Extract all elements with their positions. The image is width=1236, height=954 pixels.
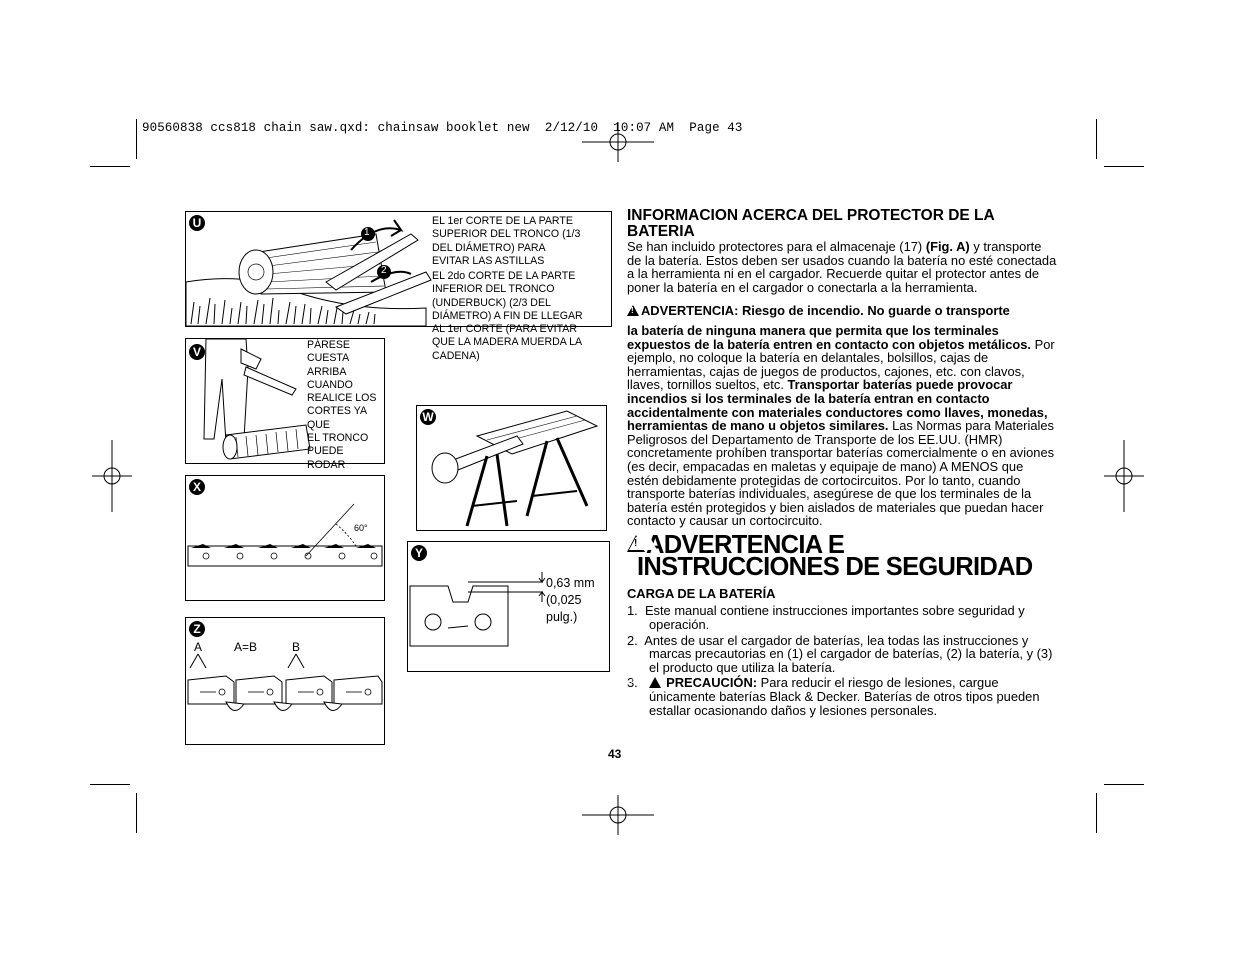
chain-angle-illustration bbox=[186, 476, 384, 600]
list-item: 2. Antes de usar el cargador de baterías, lea todas las instrucciones y marcas precautorias en (1) el cargador de baterías, (2) la batería, y (3) el producto que utiliza la batería. bbox=[627, 632, 1053, 675]
right-column bbox=[627, 208, 1057, 717]
registration-mark-icon bbox=[580, 120, 656, 164]
warning-paragraph: la batería de ninguna manera que permita que los terminales expuestos de la batería entren en contacto con objetos metálicos. Por ejemplo, no coloque la batería en delantales, bolsillos, cajas de herramientas, cajas de juegos de productos, cajones, etc. con clavos, llaves, tornillos sueltos, etc. Transportar baterías puede provocar incendios si los terminales de la batería entran en contacto accidentalmente con materiales conductores como llaves, monedas, herramientas de mano u objetos similares. Las Normas para Materiales Peligrosos del Departamento de Transporte de los EE.UU. (HMR) concretamente prohíben transportar baterías comercialmente o en aviones (es decir, empacadas en maletas y equipaje de mano) A MENOS que estén debidamente protegidas de cortocircuitos. Por lo tanto, cuando transporte baterías individuales, asegúrese de que los terminales de la batería estén protegidos y bien aislados de materiales que puedan hacer contacto y causar un cortocircuito. bbox=[627, 322, 1055, 529]
figure-x bbox=[185, 475, 385, 601]
figure-w bbox=[416, 405, 607, 531]
crop-mark bbox=[136, 793, 137, 833]
crop-mark bbox=[90, 784, 130, 785]
chain-cutter-illustration bbox=[186, 618, 384, 744]
list-item: 3. ! PRECAUCIÓN: Para reducir el riesgo de lesiones, cargue únicamente baterías Black & Decker. Baterías de otros tipos pueden estallar ocasionando daños y lesiones personales. bbox=[627, 676, 1057, 717]
figure-u-caption-2: EL 2do CORTE DE LA PARTE INFERIOR DEL TRONCO (UNDERBUCK) (2/3 DEL DIÁMETRO) A FIN DE LLEGAR AL 1er CORTE (PARA EVITAR QUE LA MADERA MUERDA LA CADENA) bbox=[432, 270, 583, 362]
figure-y bbox=[407, 541, 610, 672]
figure-badge: U bbox=[189, 215, 205, 231]
figure-badge: W bbox=[420, 409, 436, 425]
instruction-list bbox=[627, 604, 1057, 717]
page-number: 43 bbox=[608, 747, 622, 761]
figure-v bbox=[185, 338, 385, 471]
section-heading: INFORMACION ACERCA DEL PROTECTOR DE LA BATERIA bbox=[627, 207, 995, 240]
step-label: 2 bbox=[381, 265, 387, 276]
warning-icon bbox=[649, 677, 661, 688]
figure-badge: Z bbox=[189, 621, 205, 637]
crop-mark bbox=[1096, 793, 1097, 833]
intro-paragraph: Se han incluido protectores para el almacenaje (17) (Fig. A) y transporte de la batería. Estos deben ser usados cuando la batería no esté conectada a la herramienta ni en el cargador. Recuerde quitar el protector antes de poner la batería en el cargador o conectarla a la herramienta. bbox=[627, 239, 1057, 295]
crop-mark bbox=[1104, 166, 1144, 167]
crop-mark bbox=[1104, 784, 1144, 785]
dimension-label-equal: A=B bbox=[234, 640, 258, 654]
dimension-label-a: A bbox=[194, 640, 203, 654]
sawhorse-illustration bbox=[417, 406, 606, 530]
measure-label: 0,63 mm (0,025 pulg.) bbox=[546, 576, 595, 624]
registration-mark-icon bbox=[1102, 438, 1146, 514]
registration-mark-icon bbox=[580, 793, 656, 837]
subheading: CARGA DE LA BATERÍA bbox=[627, 585, 776, 601]
figure-badge: Y bbox=[411, 545, 427, 561]
figure-u-caption-1: EL 1er CORTE DE LA PARTE SUPERIOR DEL TRONCO (1/3 DEL DIÁMETRO) PARA EVITAR LAS ASTILLAS bbox=[432, 215, 581, 267]
warning-icon bbox=[627, 305, 639, 316]
crop-mark bbox=[136, 119, 137, 159]
slug-line: 90560838 ccs818 chain saw.qxd: chainsaw booklet new 2/12/10 10:07 AM Page 43 bbox=[142, 121, 743, 135]
angle-label: 60° bbox=[354, 523, 368, 533]
crop-mark bbox=[1096, 119, 1097, 159]
figure-z bbox=[185, 617, 385, 745]
figure-v-caption: PÁRESE CUESTA ARRIBA CUANDO REALICE LOS CORTES YA QUE EL TRONCO PUEDE RODAR bbox=[307, 339, 377, 471]
warning-heading: !ADVERTENCIA: Riesgo de incendio. No guarde o transporte bbox=[627, 304, 1057, 318]
dimension-label-b: B bbox=[292, 640, 301, 654]
crop-mark bbox=[90, 166, 130, 167]
warning-icon: ! bbox=[627, 535, 645, 552]
figure-badge: V bbox=[189, 344, 205, 360]
safety-title: ! ADVERTENCIA E INSTRUCCIONES DE SEGURIDAD bbox=[627, 534, 1057, 578]
registration-mark-icon bbox=[90, 438, 134, 514]
step-label: 1 bbox=[364, 227, 370, 238]
list-item: 1. Este manual contiene instrucciones importantes sobre seguridad y operación. bbox=[627, 603, 1025, 633]
figure-badge: X bbox=[189, 479, 205, 495]
